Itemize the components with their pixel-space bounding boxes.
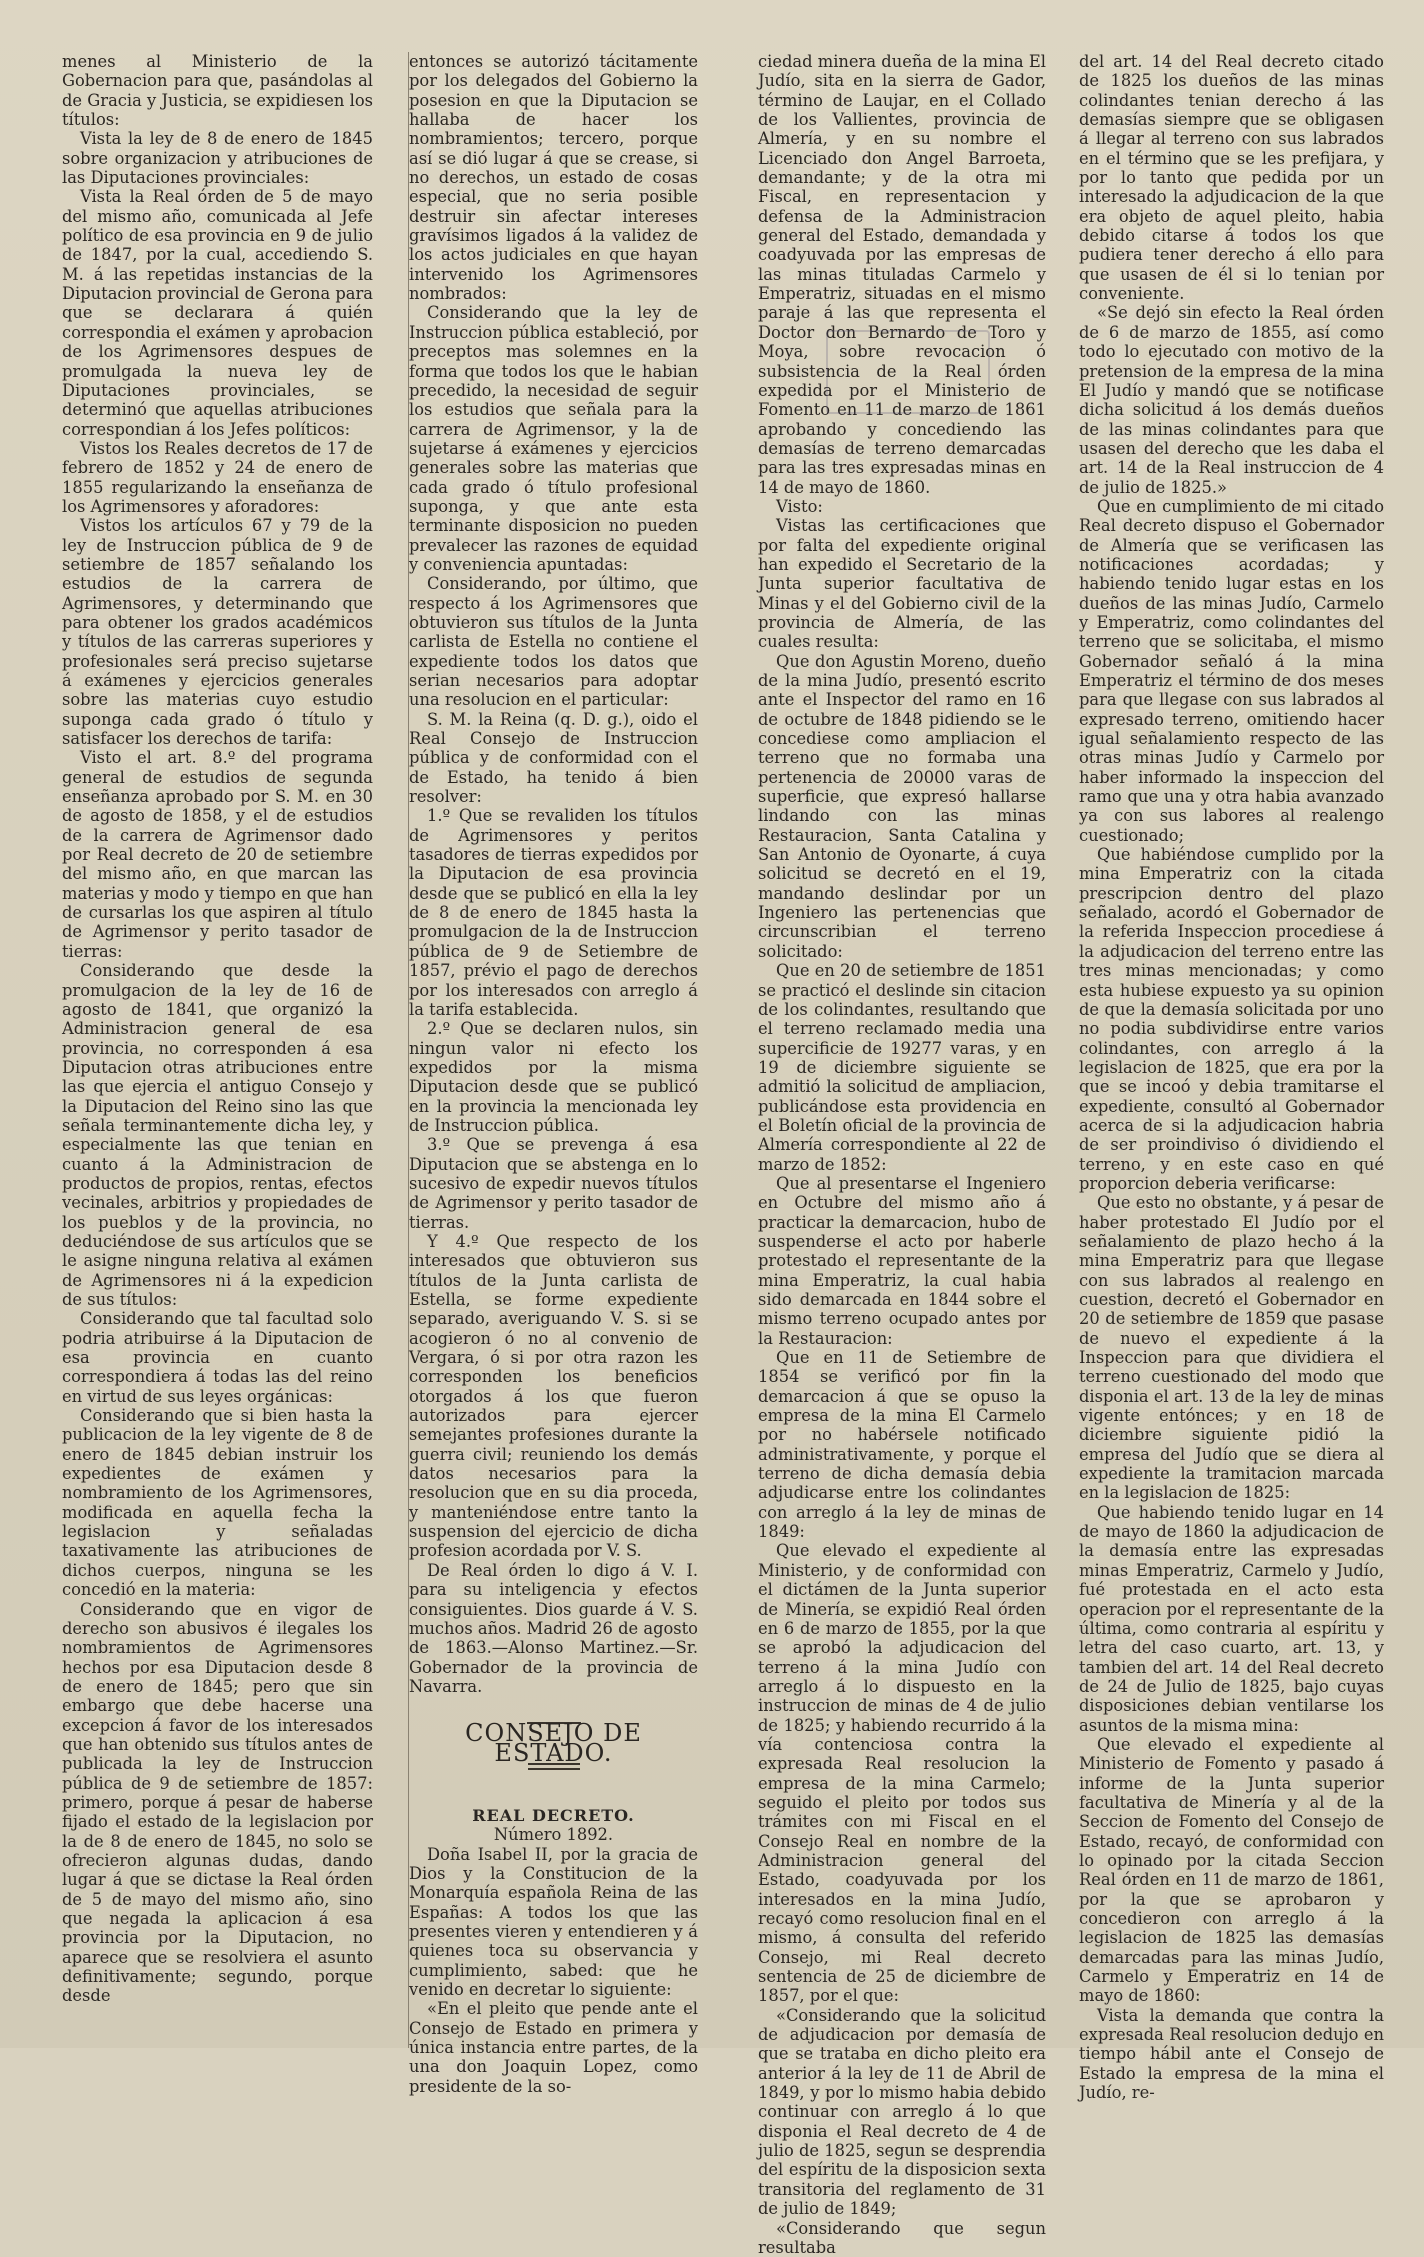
paragraph: ciedad minera dueña de la mina El Judío, sita en la sierra de Gador, término de Laujar, en el Collado de los Vallientes, provincia de Almería, y en su nombre el Licenciado don Angel Barroeta, demandante; y de la otra mi Fiscal, en representacion y defensa de la Administracion general del Estado, demandada y coadyuvada por las empresas de las minas tituladas Carmelo y Emperatriz, situadas en el mismo paraje á las que representa el Doctor don Bernardo de Toro y Moya, sobre revocacion ó subsistencia de la Real órden expedida por el Ministerio de Fomento en 11 de marzo de 1861 aprobando y concediendo las demasías de terreno demarcadas para las tres expresadas minas en 14 de mayo de 1860.	[758, 52, 1046, 497]
section-heading: CONSEJO DE ESTADO.	[409, 1724, 698, 1763]
decree-number: Número 1892.	[409, 1825, 698, 1844]
paragraph: Considerando que tal facultad solo podria atribuirse á la Diputacion de esa provincia en cuanto correspondiera á todas las del reino en virtud de sus leyes orgánicas:	[62, 1309, 373, 1406]
subheading: REAL DECRETO.	[409, 1806, 698, 1825]
paragraph: Que habiéndose cumplido por la mina Emperatriz con la citada prescripcion dentro del plazo señalado, acordó el Gobernador de la referida Inspeccion procediese á la adjudicacion del terreno entre las tres minas mencionadas; y como esta hubiese expuesto ya su opinion de que la demasía solicitada por uno no podia subdividirse entre varios colindantes, con arreglo á la legislacion de 1825, que era por la que se incoó y debia tramitarse el expediente, consultó al Gobernador acerca de si la adjudicacion habria de ser proindiviso ó dividiendo el terreno, y en este caso en qué proporcion deberia verificarse:	[1079, 845, 1384, 1193]
paragraph: Considerando que si bien hasta la publicacion de la ley vigente de 8 de enero de 1845 debian instruir los expedientes de exámen y nombramiento de los Agrimensores, modificada en aquella fecha la legislacion y señaladas taxativamente las atribuciones de dichos cuerpos, ninguna se les concedió en la materia:	[62, 1406, 373, 1599]
paragraph: S. M. la Reina (q. D. g.), oido el Real Consejo de Instruccion pública y de conformidad con el de Estado, ha tenido á bien resolver:	[409, 710, 698, 807]
paragraph: Que elevado el expediente al Ministerio de Fomento y pasado á informe de la Junta superior facultativa de Minería y al de la Seccion de Fomento del Consejo de Estado, recayó, de conformidad con lo opinado por la citada Seccion Real órden en 11 de marzo de 1861, por la que se aprobaron y concedieron con arreglo á la legislacion de 1825 las demasías demarcadas para las minas Judío, Carmelo y Emperatriz en 14 de mayo de 1860:	[1079, 1735, 1384, 2006]
paragraph: 2.º Que se declaren nulos, sin ningun valor ni efecto los expedidos por la misma Diputacion desde que se publicó en la provincia la mencionada ley de Instruccion pública.	[409, 1019, 698, 1135]
paragraph: Que habiendo tenido lugar en 14 de mayo de 1860 la adjudicacion de la demasía entre las expresadas minas Emperatriz, Carmelo y Judío, fué protestada en el acto esta operacion por el representante de la última, como contraria al espíritu y letra del caso cuarto, art. 13, y tambien del art. 14 del Real decreto de 24 de Julio de 1825, bajo cuyas disposiciones debian ventilarse los asuntos de la misma mina:	[1079, 1503, 1384, 1735]
paragraph: Que esto no obstante, y á pesar de haber protestado El Judío por el señalamiento de plazo hecho á la mina Emperatriz para que llegase con sus labrados al realengo en cuestion, decretó el Gobernador en 20 de setiembre de 1859 que pasase de nuevo el expediente á la Inspeccion para que dividiera el terreno cuestionado del modo que disponia el art. 13 de la ley de minas vigente entónces; y en 18 de diciembre siguiente pidió la empresa del Judío que se diera al expediente la tramitacion marcada en la legislacion de 1825:	[1079, 1193, 1384, 1503]
paragraph: Considerando, por último, que respecto á los Agrimensores que obtuvieron sus títulos de la Junta carlista de Estella no contiene el expediente todos los datos que serian necesarios para adoptar una resolucion en el particular:	[409, 574, 698, 709]
column-2	[408, 52, 698, 2048]
paragraph: 3.º Que se prevenga á esa Diputacion que se abstenga en lo sucesivo de expedir nuevos títulos de Agrimensor y perito tasador de tierras.	[409, 1135, 698, 1232]
faint-stamp	[826, 330, 990, 414]
paragraph: «En el pleito que pende ante el Consejo de Estado en primera y única instancia entre partes, de la una don Joaquin Lopez, como presidente de la so-	[409, 1999, 698, 2096]
paragraph: Vista la Real órden de 5 de mayo del mismo año, comunicada al Jefe político de esa provincia en 9 de julio de 1847, por la cual, accediendo S. M. á las repetidas instancias de la Diputacion provincial de Gerona para que se declarara á quién correspondia el exámen y aprobacion de los Agrimensores despues de promulgada la nueva ley de Diputaciones provinciales, se determinó que aquellas atribuciones correspondian á los Jefes políticos:	[62, 187, 373, 438]
paragraph: Vista la demanda que contra la expresada Real resolucion dedujo en tiempo hábil ante el Consejo de Estado la empresa de la mina el Judío, re-	[1079, 2006, 1384, 2103]
paragraph: Doña Isabel II, por la gracia de Dios y la Constitucion de la Monarquía española Reina de las Españas: A todos los que las presentes vieren y entendieren y á quienes toca su observancia y cumplimiento, sabed: que he venido en decretar lo siguiente:	[409, 1845, 698, 2000]
paragraph: Que al presentarse el Ingeniero en Octubre del mismo año á practicar la demarcacion, hubo de suspenderse el acto por haberle protestado el representante de la mina Emperatriz, la cual habia sido demarcada en 1844 sobre el mismo terreno ocupado antes por la Restauracion:	[758, 1174, 1046, 1348]
paragraph: Visto el art. 8.º del programa general de estudios de segunda enseñanza aprobado por S. M. en 30 de agosto de 1858, y el de estudios de la carrera de Agrimensor dado por Real decreto de 20 de setiembre del mismo año, en que marcan las materias y modo y tiempo en que han de cursarlas los que aspiren al título de Agrimensor y perito tasador de tierras:	[62, 748, 373, 961]
paragraph: 1.º Que se revaliden los títulos de Agrimensores y peritos tasadores de tierras expedidos por la Diputacion de esa provincia desde que se publicó en ella la ley de 8 de enero de 1845 hasta la promulgacion de la de Instruccion pública de 9 de Setiembre de 1857, prévio el pago de derechos por los interesados con arreglo á la tarifa establecida.	[409, 806, 698, 1019]
paragraph: Considerando que desde la promulgacion de la ley de 16 de agosto de 1841, que organizó la Administracion general de esa provincia, no corresponden á esa Diputacion otras atribuciones entre las que ejercia el antiguo Consejo y la Diputacion del Reino sino las que señala terminantemente dicha ley, y especialmente las que tenian en cuanto á la Administracion de productos de propios, rentas, efectos vecinales, arbitrios y propiedades de los pueblos y de la provincia, no deduciéndose de sus artículos que se le asigne ninguna relativa al exámen de Agrimensores ni á la expedicion de sus títulos:	[62, 961, 373, 1309]
paragraph: Vistas las certificaciones que por falta del expediente original han expedido el Secretario de la Junta superior facultativa de Minas y el del Gobierno civil de la provincia de Almería, de las cuales resulta:	[758, 516, 1046, 651]
paragraph: Considerando que en vigor de derecho son abusivos é ilegales los nombramientos de Agrimensores hechos por esa Diputacion desde 8 de enero de 1845; pero que sin embargo que debe hacerse una excepcion á favor de los interesados que han obtenido sus títulos antes de publicada la ley de Instruccion pública de 9 de setiembre de 1857: primero, porque á pesar de haberse fijado el estado de la legislacion por la de 8 de enero de 1845, no solo se ofrecieron algunas dudas, dando lugar á que se dictase la Real órden de 5 de mayo del mismo año, sino que negada la aplicacion á esa provincia por la Diputacion, no aparece que se resolviera el asunto definitivamente; segundo, porque desde	[62, 1600, 373, 2006]
paragraph: Vistos los Reales decretos de 17 de febrero de 1852 y 24 de enero de 1855 regularizando la enseñanza de los Agrimensores y aforadores:	[62, 439, 373, 516]
paragraph: «Considerando que la solicitud de adjudicacion por demasía de que se trataba en dicho pleito era anterior á la ley de 11 de Abril de 1849, y por lo mismo habia debido continuar con arreglo á lo que disponia el Real decreto de 4 de julio de 1825, segun se desprendia del espíritu de la disposicion sexta transitoria del reglamento de 31 de julio de 1849;	[758, 2006, 1046, 2219]
paragraph: «Considerando que segun resultaba	[758, 2219, 1046, 2257]
paragraph: Que en cumplimiento de mi citado Real decreto dispuso el Gobernador de Almería que se verificasen las notificaciones acordadas; y habiendo tenido lugar estas en los dueños de las minas Judío, Carmelo y Emperatriz, como colindantes del terreno que se solicitaba, el mismo Gobernador señaló á la mina Emperatriz el término de dos meses para que llegase con sus labrados al expresado terreno, omitiendo hacer igual señalamiento respecto de las otras minas Judío y Carmelo por haber informado la inspeccion del ramo que una y otra habia avanzado ya con sus labores al realengo cuestionado;	[1079, 497, 1384, 845]
paragraph: entonces se autorizó tácitamente por los delegados del Gobierno la posesion en que la Diputacion se hallaba de hacer los nombramientos; tercero, porque así se dió lugar á que se crease, si no derechos, un estado de cosas especial, que no seria posible destruir sin afectar intereses gravísimos ligados á la validez de los actos judiciales en que hayan intervenido los Agrimensores nombrados:	[409, 52, 698, 303]
column-1	[62, 52, 373, 2048]
paragraph: Y 4.º Que respecto de los interesados que obtuvieron sus títulos de la Junta carlista de Estella, se forme expediente separado, averiguando V. S. si se acogieron ó no al convenio de Vergara, ó si por otra razon les corresponden los beneficios otorgados á los que fueron autorizados para ejercer semejantes profesiones durante la guerra civil; reuniendo los demás datos necesarios para la resolucion que en su dia proceda, y manteniéndose entre tanto la suspension del ejercicio de dicha profesion acordada por V. S.	[409, 1232, 698, 1561]
paragraph: Que elevado el expediente al Ministerio, y de conformidad con el dictámen de la Junta superior de Minería, se expidió Real órden en 6 de marzo de 1855, por la que se aprobó la adjudicacion del terreno á la mina Judío con arreglo á lo dispuesto en la instruccion de minas de 4 de julio de 1825; y habiendo recurrido á la vía contenciosa contra la expresada Real resolucion la empresa de la mina Carmelo; seguido el pleito por todos sus trámites con mi Fiscal en el Consejo Real en nombre de la Administracion general del Estado, coadyuvada por los interesados en la mina Judío, recayó como resolucion final en el mismo, á consulta del referido Consejo, mi Real decreto sentencia de 25 de diciembre de 1857, por el que:	[758, 1541, 1046, 2005]
paragraph: del art. 14 del Real decreto citado de 1825 los dueños de las minas colindantes tenian derecho á las demasías siempre que se obligasen á llegar al terreno con sus labrados en el término que se les prefijara, y por lo tanto que pedida por un interesado la adjudicacion de la que era objeto de aquel pleito, habia debido citarse á todos los que pudiera tener derecho á ello para que usasen de él si lo tenian por conveniente.	[1079, 52, 1384, 303]
paragraph: Que en 20 de setiembre de 1851 se practicó el deslinde sin citacion de los colindantes, resultando que el terreno reclamado media una supercificie de 19277 varas, y en 19 de diciembre siguiente se admitió la solicitud de ampliacion, publicándose esta providencia en el Boletín oficial de la provincia de Almería correspondiente al 22 de marzo de 1852:	[758, 961, 1046, 1174]
paragraph: Considerando que la ley de Instruccion pública estableció, por preceptos mas solemnes en la forma que todos los que le habian precedido, la necesidad de seguir los estudios que señala para la carrera de Agrimensor, y la de sujetarse á exámenes y ejercicios generales sobre las materias que cada grado ó título profesional suponga, y que ante esta terminante disposicion no pueden prevalecer las razones de equidad y conveniencia apuntadas:	[409, 303, 698, 574]
paragraph: Que en 11 de Setiembre de 1854 se verificó por fin la demarcacion á que se opuso la empresa de la mina El Carmelo por no habérsele notificado administrativamente, y porque el terreno de dicha demasía debia adjudicarse entre los colindantes con arreglo á la ley de minas de 1849:	[758, 1348, 1046, 1541]
paragraph: «Se dejó sin efecto la Real órden de 6 de marzo de 1855, así como todo lo ejecutado con motivo de la pretension de la empresa de la mina El Judío y mandó que se notificase dicha solicitud á los demás dueños de las minas colindantes para que usasen del derecho que les daba el art. 14 de la Real instruccion de 4 de julio de 1825.»	[1079, 303, 1384, 496]
paragraph: Visto:	[758, 497, 1046, 516]
paragraph: Que don Agustin Moreno, dueño de la mina Judío, presentó escrito ante el Inspector del ramo en 16 de octubre de 1848 pidiendo se le concediese como ampliacion el terreno que no formaba una pertenencia de 20000 varas de superficie, que expresó hallarse lindando con las minas Restauracion, Santa Catalina y San Antonio de Oyonarte, á cuya solicitud se decretó en el 19, mandando deslindar por un Ingeniero las pertenencias que circunscribian el terreno solicitado:	[758, 652, 1046, 962]
paragraph: Vista la ley de 8 de enero de 1845 sobre organizacion y atribuciones de las Diputaciones provinciales:	[62, 129, 373, 187]
paragraph: menes al Ministerio de la Gobernacion para que, pasándolas al de Gracia y Justicia, se expidiesen los títulos:	[62, 52, 373, 129]
column-4	[1079, 52, 1384, 2048]
paragraph: Vistos los artículos 67 y 79 de la ley de Instruccion pública de 9 de setiembre de 1857 señalando los estudios de la carrera de Agrimensores, y determinando que para obtener los grados académicos y títulos de las carreras superiores y profesionales será preciso sujetarse á exámenes y ejercicios generales sobre las materias cuyo estudio suponga cada grado ó título y satisfacer los derechos de tarifa:	[62, 516, 373, 748]
paragraph: De Real órden lo digo á V. I. para su inteligencia y efectos consiguientes. Dios guarde á V. S. muchos años. Madrid 26 de agosto de 1863.—Alonso Martinez.—Sr. Gobernador de la provincia de Navarra.	[409, 1561, 698, 1696]
